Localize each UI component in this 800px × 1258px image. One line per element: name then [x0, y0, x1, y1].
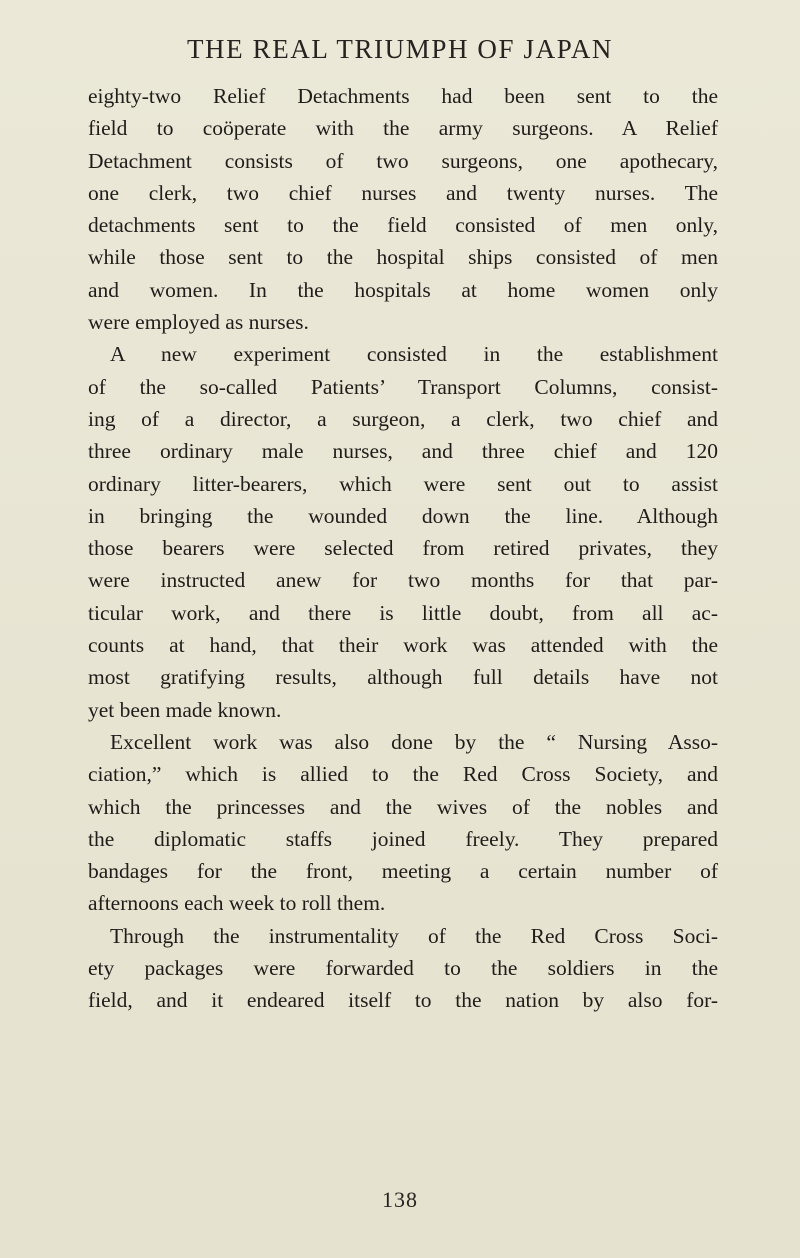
text-line: of the so-called Patients’ Transport Columns, consist-: [88, 374, 718, 399]
text-line: were instructed anew for two months for that par-: [88, 568, 718, 593]
text-line: those bearers were selected from retired privates, they: [88, 536, 718, 561]
text-line: ety packages were forwarded to the soldiers in the: [88, 956, 718, 981]
page-number: 138: [382, 1187, 418, 1212]
text-line: most gratifying results, although full details have not: [88, 665, 718, 690]
text-line: ciation,” which is allied to the Red Cross Society, and: [88, 762, 718, 787]
text-line: in bringing the wounded down the line. Although: [88, 503, 718, 528]
text-line: were employed as nurses.: [88, 310, 309, 335]
running-title: THE REAL TRIUMPH OF JAPAN: [186, 34, 614, 64]
text-line: while those sent to the hospital ships consisted of men: [88, 245, 718, 270]
text-line: ing of a director, a surgeon, a clerk, two chief and: [88, 406, 718, 431]
text-line: which the princesses and the wives of the nobles and: [88, 794, 718, 819]
text-line: ticular work, and there is little doubt, from all ac-: [88, 600, 718, 625]
text-line: field, and it endeared itself to the nation by also for-: [88, 988, 718, 1013]
text-line: and women. In the hospitals at home women only: [88, 277, 718, 302]
text-line: one clerk, two chief nurses and twenty nurses. The: [88, 180, 718, 205]
text-line: bandages for the front, meeting a certain number of: [88, 859, 718, 884]
text-line: Detachment consists of two surgeons, one apothecary,: [88, 148, 718, 173]
text-line: Through the instrumentality of the Red Cross Soci-: [110, 923, 718, 948]
text-line: Excellent work was also done by the “ Nursing Asso-: [110, 729, 718, 754]
text-line: three ordinary male nurses, and three chief and 120: [88, 439, 718, 464]
text-line: counts at hand, that their work was attended with the: [88, 633, 718, 658]
text-line: A new experiment consisted in the establishment: [110, 342, 718, 367]
body-text: [88, 80, 718, 1017]
text-line: afternoons each week to roll them.: [88, 891, 386, 916]
text-line: eighty-two Relief Detachments had been sent to the: [88, 84, 718, 108]
text-line: ordinary litter-bearers, which were sent out to assist: [88, 471, 718, 496]
text-line: detachments sent to the field consisted of men only,: [88, 213, 718, 238]
text-line: the diplomatic staffs joined freely. They prepared: [88, 826, 718, 851]
text-line: field to coöperate with the army surgeons. A Relief: [88, 116, 718, 141]
text-line: yet been made known.: [88, 697, 282, 722]
